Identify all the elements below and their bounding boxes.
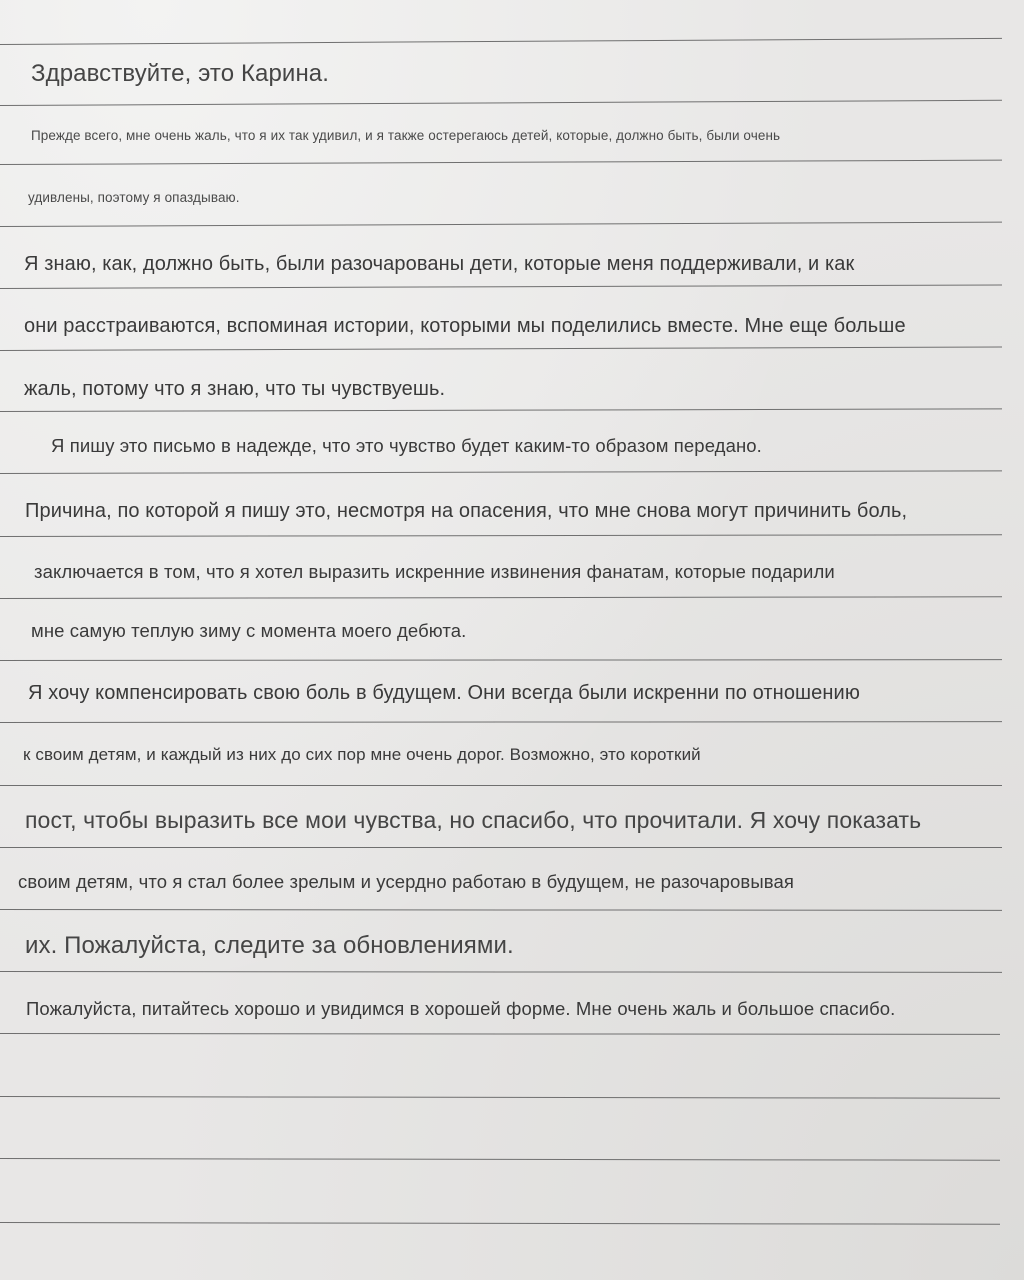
ruled-line bbox=[0, 534, 1002, 537]
letter-line: удивлены, поэтому я опаздываю. bbox=[28, 190, 240, 205]
closing-line: Пожалуйста, питайтесь хорошо и увидимся в хорошей форме. Мне очень жаль и большое спасибо. bbox=[26, 998, 896, 1019]
letter-line: мне самую теплую зиму с момента моего дебюта. bbox=[31, 620, 467, 641]
ruled-line bbox=[0, 659, 1002, 661]
ruled-line bbox=[0, 1033, 1000, 1035]
ruled-line bbox=[0, 285, 1002, 289]
ruled-line bbox=[0, 347, 1002, 351]
letter-line: Я знаю, как, должно быть, были разочарованы дети, которые меня поддерживали, и как bbox=[24, 253, 855, 275]
ruled-line bbox=[0, 470, 1002, 474]
letter-line: Я хочу компенсировать свою боль в будущем. Они всегда были искренни по отношению bbox=[28, 682, 860, 704]
letter-line: жаль, потому что я знаю, что ты чувствуешь. bbox=[24, 378, 446, 400]
ruled-line bbox=[0, 1096, 1000, 1099]
ruled-line bbox=[0, 100, 1002, 106]
letter-line: их. Пожалуйста, следите за обновлениями. bbox=[25, 932, 514, 959]
ruled-line bbox=[0, 971, 1002, 973]
ruled-line bbox=[0, 160, 1002, 165]
ruled-line bbox=[0, 721, 1002, 723]
letter-line: Причина, по которой я пишу это, несмотря на опасения, что мне снова могут причинить боль, bbox=[25, 500, 908, 522]
ruled-line bbox=[0, 222, 1002, 227]
ruled-line bbox=[0, 1158, 1000, 1161]
ruled-line bbox=[0, 1222, 1000, 1225]
greeting-line: Здравствуйте, это Карина. bbox=[31, 60, 330, 87]
ruled-line bbox=[0, 38, 1002, 45]
ruled-line bbox=[0, 408, 1002, 412]
letter-line: пост, чтобы выразить все мои чувства, но спасибо, что прочитали. Я хочу показать bbox=[25, 807, 922, 833]
ruled-line bbox=[0, 596, 1002, 599]
letter-line: к своим детям, и каждый из них до сих пор мне очень дорог. Возможно, это короткий bbox=[23, 745, 701, 764]
ruled-line bbox=[0, 785, 1002, 786]
letter-line: своим детям, что я стал более зрелым и усердно работаю в будущем, не разочаровывая bbox=[18, 871, 794, 892]
letter-line: заключается в том, что я хотел выразить искренние извинения фанатам, которые подарили bbox=[34, 561, 835, 582]
letter-line: они расстраиваются, вспоминая истории, которыми мы поделились вместе. Мне еще больше bbox=[24, 315, 906, 337]
ruled-line bbox=[0, 909, 1002, 911]
letter-line: Я пишу это письмо в надежде, что это чувство будет каким-то образом передано. bbox=[51, 435, 762, 456]
letter-line: Прежде всего, мне очень жаль, что я их так удивил, и я также остерегаюсь детей, которые, должно быть, были очень bbox=[31, 128, 781, 143]
ruled-line bbox=[0, 847, 1002, 848]
